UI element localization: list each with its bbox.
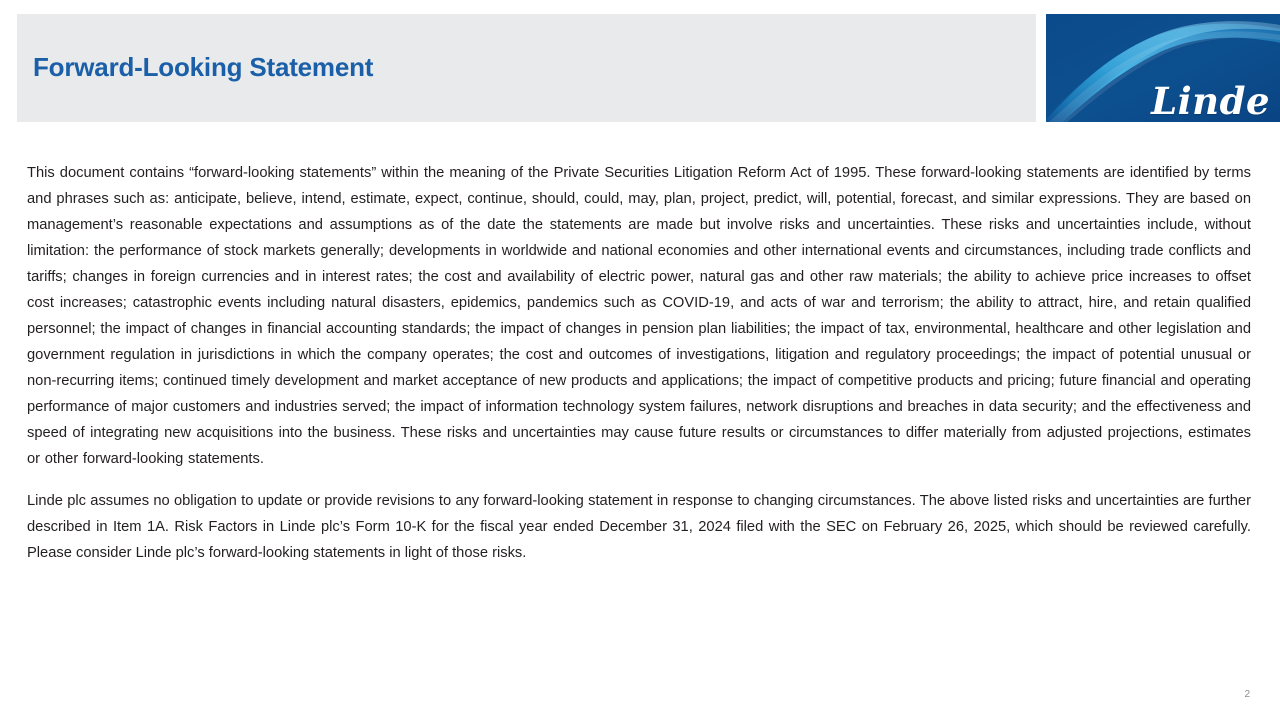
page-number: 2 [1244,689,1250,700]
disclaimer-paragraph-2: Linde plc assumes no obligation to update or provide revisions to any forward-looking statement in response to changing circumstances. The above listed risks and uncertainties are further described in Item 1A. Risk Factors in Linde plc’s Form 10-K for the fiscal year ended December 31, 2024 filed with the SEC on February 26, 2025, which should be reviewed carefully. Please consider Linde plc’s forward-looking statements in light of those risks. [27,493,1251,561]
page-title: Forward-Looking Statement [33,52,374,82]
linde-wordmark: Linde [1151,79,1270,122]
disclaimer-paragraph-1: This document contains “forward-looking statements” within the meaning of the Private Securities Litigation Reform Act of 1995. These forward-looking statements are identified by terms and phrases such as: anticipate, believe, intend, estimate, expect, continue, should, could, may, plan, project, predict, will, potential, forecast, and similar expressions. They are based on management’s reasonable expectations and assumptions as of the date the statements are made but involve risks and uncertainties. These risks and uncertainties include, without limitation: the performance of stock markets generally; developments in worldwide and national economies and other international events and circumstances, including trade conflicts and tariffs; changes in foreign currencies and in interest rates; the cost and availability of electric power, natural gas and other raw materials; the ability to achieve price increases to offset cost increases; catastrophic events including natural disasters, epidemics, pandemics such as COVID-19, and acts of war and terrorism; the ability to attract, hire, and retain qualified personnel; the impact of changes in financial accounting standards; the impact of changes in pension plan liabilities; the impact of tax, environmental, healthcare and other legislation and government regulation in jurisdictions in which the company operates; the cost and outcomes of investigations, litigation and regulatory proceedings; the impact of potential unusual or non-recurring items; continued timely development and market acceptance of new products and applications; the impact of competitive products and pricing; future financial and operating performance of major customers and industries served; the impact of information technology system failures, network disruptions and breaches in data security; and the effectiveness and speed of integrating new acquisitions into the business. These risks and uncertainties may cause future results or circumstances to differ materially from adjusted projections, estimates or other forward-looking statements. [27,165,1251,467]
slide-content [27,160,1251,566]
slide-header [0,0,1280,136]
linde-logo [1046,14,1280,122]
